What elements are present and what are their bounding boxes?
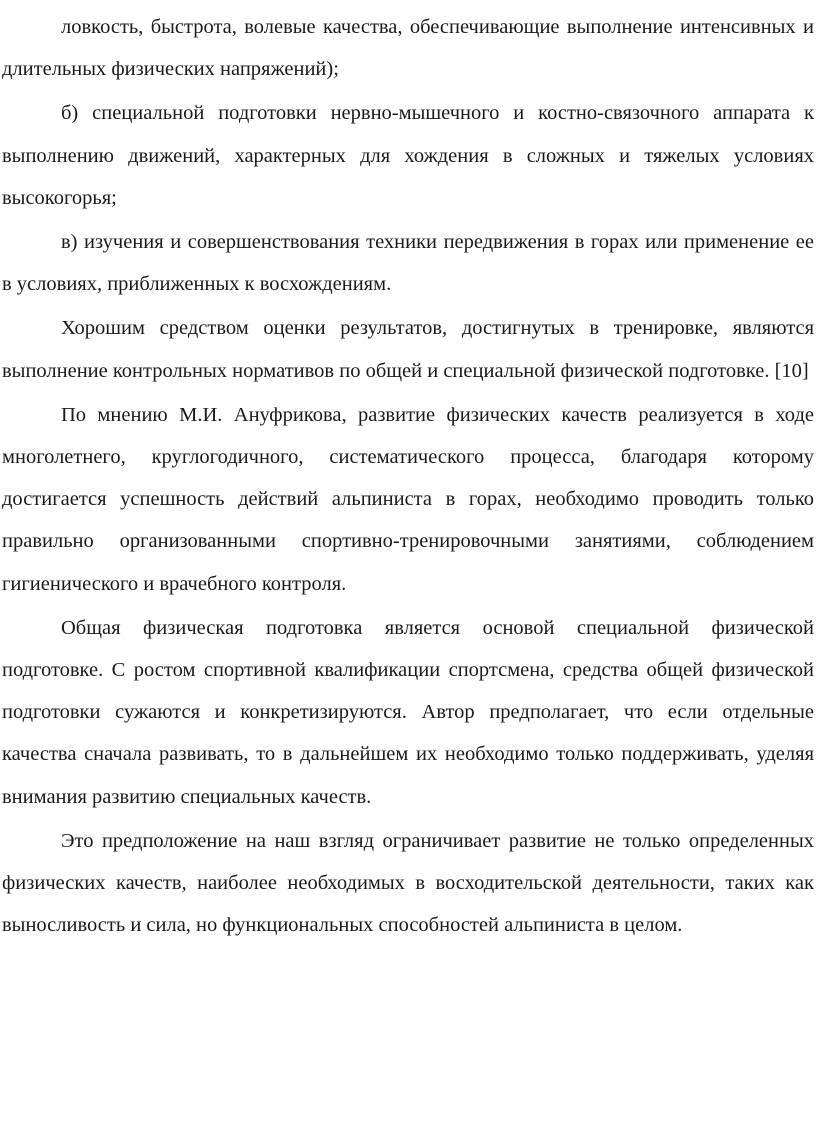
paragraph-1: ловкость, быстрота, волевые качества, обеспечивающие выполнение интенсивных и длительных физических напряжений); bbox=[2, 16, 814, 81]
paragraph-6: Общая физическая подготовка является основой специальной физической подготовке. С ростом спортивной квалификации спортсмена, средства общей физической подготовки сужаются и конкретизируются. Автор предполагает, что если отдельные качества сначала развивать, то в дальнейшем их необходимо только поддерживать, уделяя внимания развитию специальных качеств. bbox=[2, 616, 814, 808]
paragraph-7: Это предположение на наш взгляд ограничивает развитие не только определенных физических качеств, наиболее необходимых в восходительской деятельности, таких как выносливость и сила, но функциональных способностей альпиниста в целом. bbox=[2, 829, 814, 937]
paragraph-2: б) специальной подготовки нервно-мышечного и костно-связочного аппарата к выполнению движений, характерных для хождения в сложных и тяжелых условиях высокогорья; bbox=[2, 102, 814, 209]
paragraph-5: По мнению М.И. Ануфрикова, развитие физических качеств реализуется в ходе многолетнего, круглогодичного, систематического процесса, благодаря которому достигается успешность действий альпиниста в горах, необходимо проводить только правильно организованными спортивно-тренировочными занятиями, соблюдением гигиенического и врачебного контроля. bbox=[2, 403, 814, 595]
paragraph-3: в) изучения и совершенствования техники передвижения в горах или применение ее в условиях, приближенных к восхождениям. bbox=[2, 231, 814, 296]
paragraph-4: Хорошим средством оценки результатов, достигнутых в тренировке, являются выполнение контрольных нормативов по общей и специальной физической подготовке. [10] bbox=[2, 317, 814, 382]
